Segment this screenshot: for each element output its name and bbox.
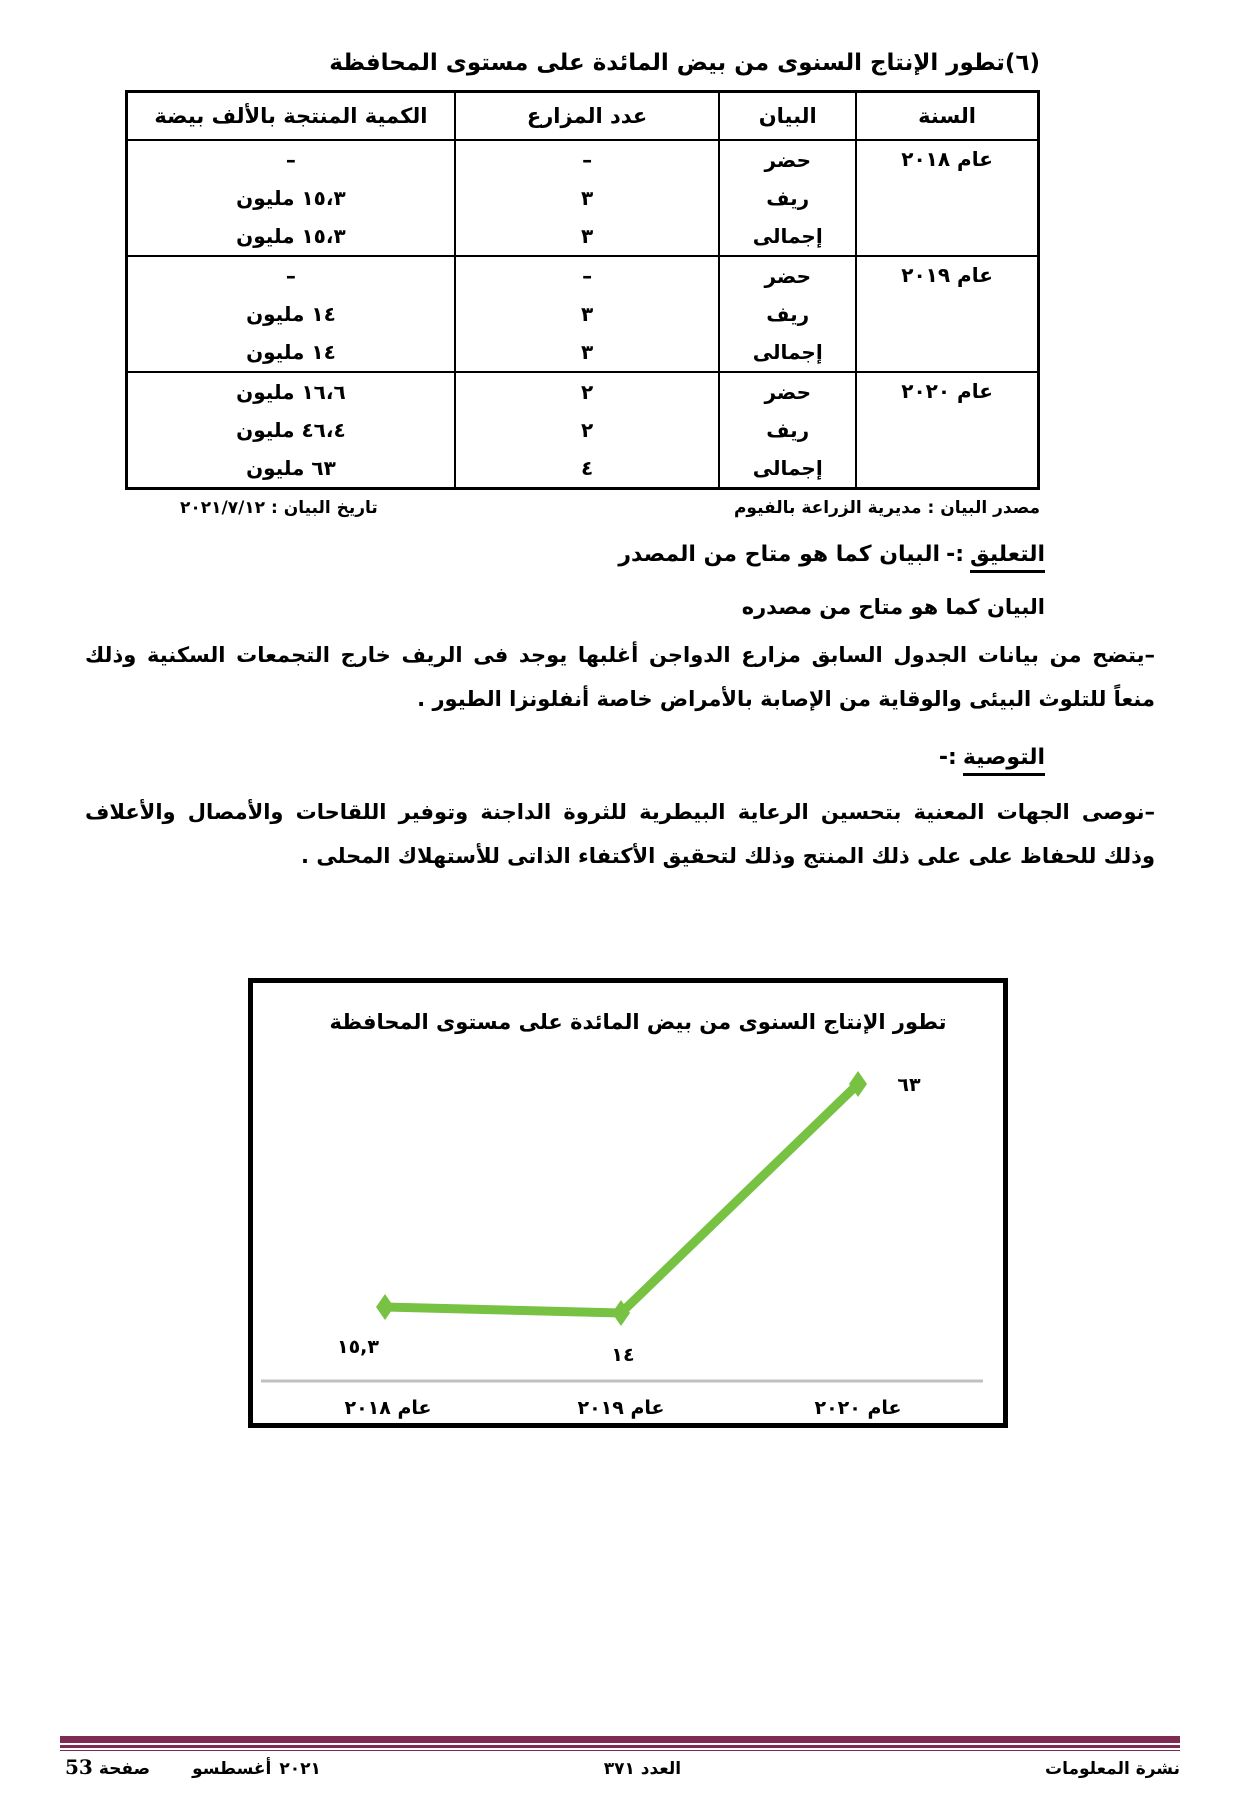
farms-cell: – — [582, 264, 593, 288]
farms-cell: – — [582, 148, 593, 172]
footer-divider — [60, 1736, 1180, 1751]
item-cell: ريف — [766, 302, 810, 326]
comment-label: التعليق — [970, 542, 1045, 573]
chart-canvas — [253, 983, 1003, 1423]
value-label-2018: ١٥,٣ — [336, 1336, 380, 1358]
farms-cell: ٢ — [580, 380, 594, 404]
recommendation-separator: :- — [938, 744, 957, 770]
table-row — [127, 140, 1039, 256]
category-label-2020: عام ٢٠٢٠ — [814, 1397, 902, 1419]
item-cell: إجمالى — [752, 224, 823, 248]
item-cell: ريف — [766, 418, 810, 442]
quantity-cell: ١٦،٦ مليون — [236, 380, 346, 404]
comment-heading — [0, 542, 1240, 573]
farms-cell: ٤ — [580, 456, 594, 480]
table-row — [127, 372, 1039, 489]
comment-text: البيان كما هو متاح من المصدر — [618, 541, 941, 567]
year-cell: عام ٢٠٢٠ — [901, 379, 993, 403]
quantity-cell: – — [285, 264, 296, 288]
footer-year: ٢٠٢١ — [279, 1759, 321, 1779]
year-cell: عام ٢٠١٩ — [901, 263, 993, 287]
table-header-row — [127, 92, 1039, 140]
footer-month: أغسطسو — [192, 1759, 272, 1779]
quantity-cell: ١٥،٣ مليون — [236, 186, 346, 210]
recommendation-heading — [0, 745, 1240, 776]
value-label-2020: ٦٣ — [897, 1074, 921, 1096]
farms-cell: ٣ — [580, 340, 594, 364]
header-quantity: الكمية المنتجة بالألف بيضة — [127, 92, 455, 140]
header-farms: عدد المزارع — [455, 92, 719, 140]
document-page — [0, 50, 1240, 1805]
chart-title: تطور الإنتاج السنوى من بيض المائدة على مستوى المحافظة — [329, 1010, 947, 1034]
footer — [60, 1755, 1180, 1779]
quantity-cell: ٦٣ مليون — [246, 456, 336, 480]
footer-divider-thin-line — [60, 1750, 1180, 1751]
category-label-2018: عام ٢٠١٨ — [344, 1397, 432, 1419]
item-cell: إجمالى — [752, 340, 823, 364]
quantity-cell: – — [285, 148, 296, 172]
comment-paragraph: –يتضح من بيانات الجدول السابق مزارع الدواجن أغلبها يوجد فى الريف خارج التجمعات السكنية وذلك منعاً للتلوث البيئى والوقاية من الإصابة بالأمراض خاصة أنفلونزا الطيور . — [85, 642, 1155, 711]
item-cell: إجمالى — [752, 456, 823, 480]
footer-page-label: صفحة — [98, 1759, 151, 1779]
table-row — [127, 256, 1039, 372]
production-table — [125, 90, 1040, 490]
value-label-2019: ١٤ — [611, 1344, 635, 1366]
footer-divider-mid-line — [60, 1745, 1180, 1748]
line-chart — [248, 978, 1008, 1428]
footer-page-and-date — [60, 1755, 441, 1779]
quantity-cell: ١٤ مليون — [246, 302, 336, 326]
item-cell: ريف — [766, 186, 810, 210]
series-line — [385, 1084, 858, 1313]
quantity-cell: ٤٦،٤ مليون — [236, 418, 346, 442]
item-cell: حضر — [764, 148, 811, 172]
farms-cell: ٣ — [580, 186, 594, 210]
farms-cell: ٣ — [580, 224, 594, 248]
recommendation-paragraph: –نوصى الجهات المعنية بتحسين الرعاية البيطرية للثروة الداجنة وتوفير اللقاحات والأمصال والأعلاف وذلك للحفاظ على على ذلك المنتج وذلك لتحقيق الأكتفاء الذاتى للأستهلاك المحلى . — [85, 799, 1155, 868]
data-date-caption: تاريخ البيان : ٢٠٢١/٧/١٢ — [180, 497, 378, 518]
item-cell: حضر — [764, 380, 811, 404]
category-label-2019: عام ٢٠١٩ — [577, 1397, 665, 1419]
table-caption-row — [125, 498, 1040, 518]
footer-bulletin-name: نشرة المعلومات — [1044, 1759, 1180, 1779]
farms-cell: ٣ — [580, 302, 594, 326]
footer-page-number: 53 — [65, 1755, 93, 1779]
quantity-cell: ١٤ مليون — [246, 340, 336, 364]
page-title: (٦)تطور الإنتاج السنوى من بيض المائدة على مستوى المحافظة — [329, 50, 1040, 76]
recommendation-label: التوصية — [963, 745, 1045, 776]
header-item: البيان — [719, 92, 856, 140]
comment-separator: :- — [946, 541, 964, 567]
farms-cell: ٢ — [580, 418, 594, 442]
data-source-caption: مصدر البيان : مديرية الزراعة بالفيوم — [733, 497, 1040, 518]
footer-issue-number: العدد ٣٧١ — [603, 1759, 682, 1779]
year-cell: عام ٢٠١٨ — [901, 147, 993, 171]
data-point-2018 — [376, 1294, 394, 1320]
footer-divider-band — [60, 1736, 1180, 1743]
header-year: السنة — [856, 92, 1038, 140]
item-cell: حضر — [764, 264, 811, 288]
comment-subline: البيان كما هو متاح من مصدره — [741, 594, 1045, 619]
quantity-cell: ١٥،٣ مليون — [236, 224, 346, 248]
